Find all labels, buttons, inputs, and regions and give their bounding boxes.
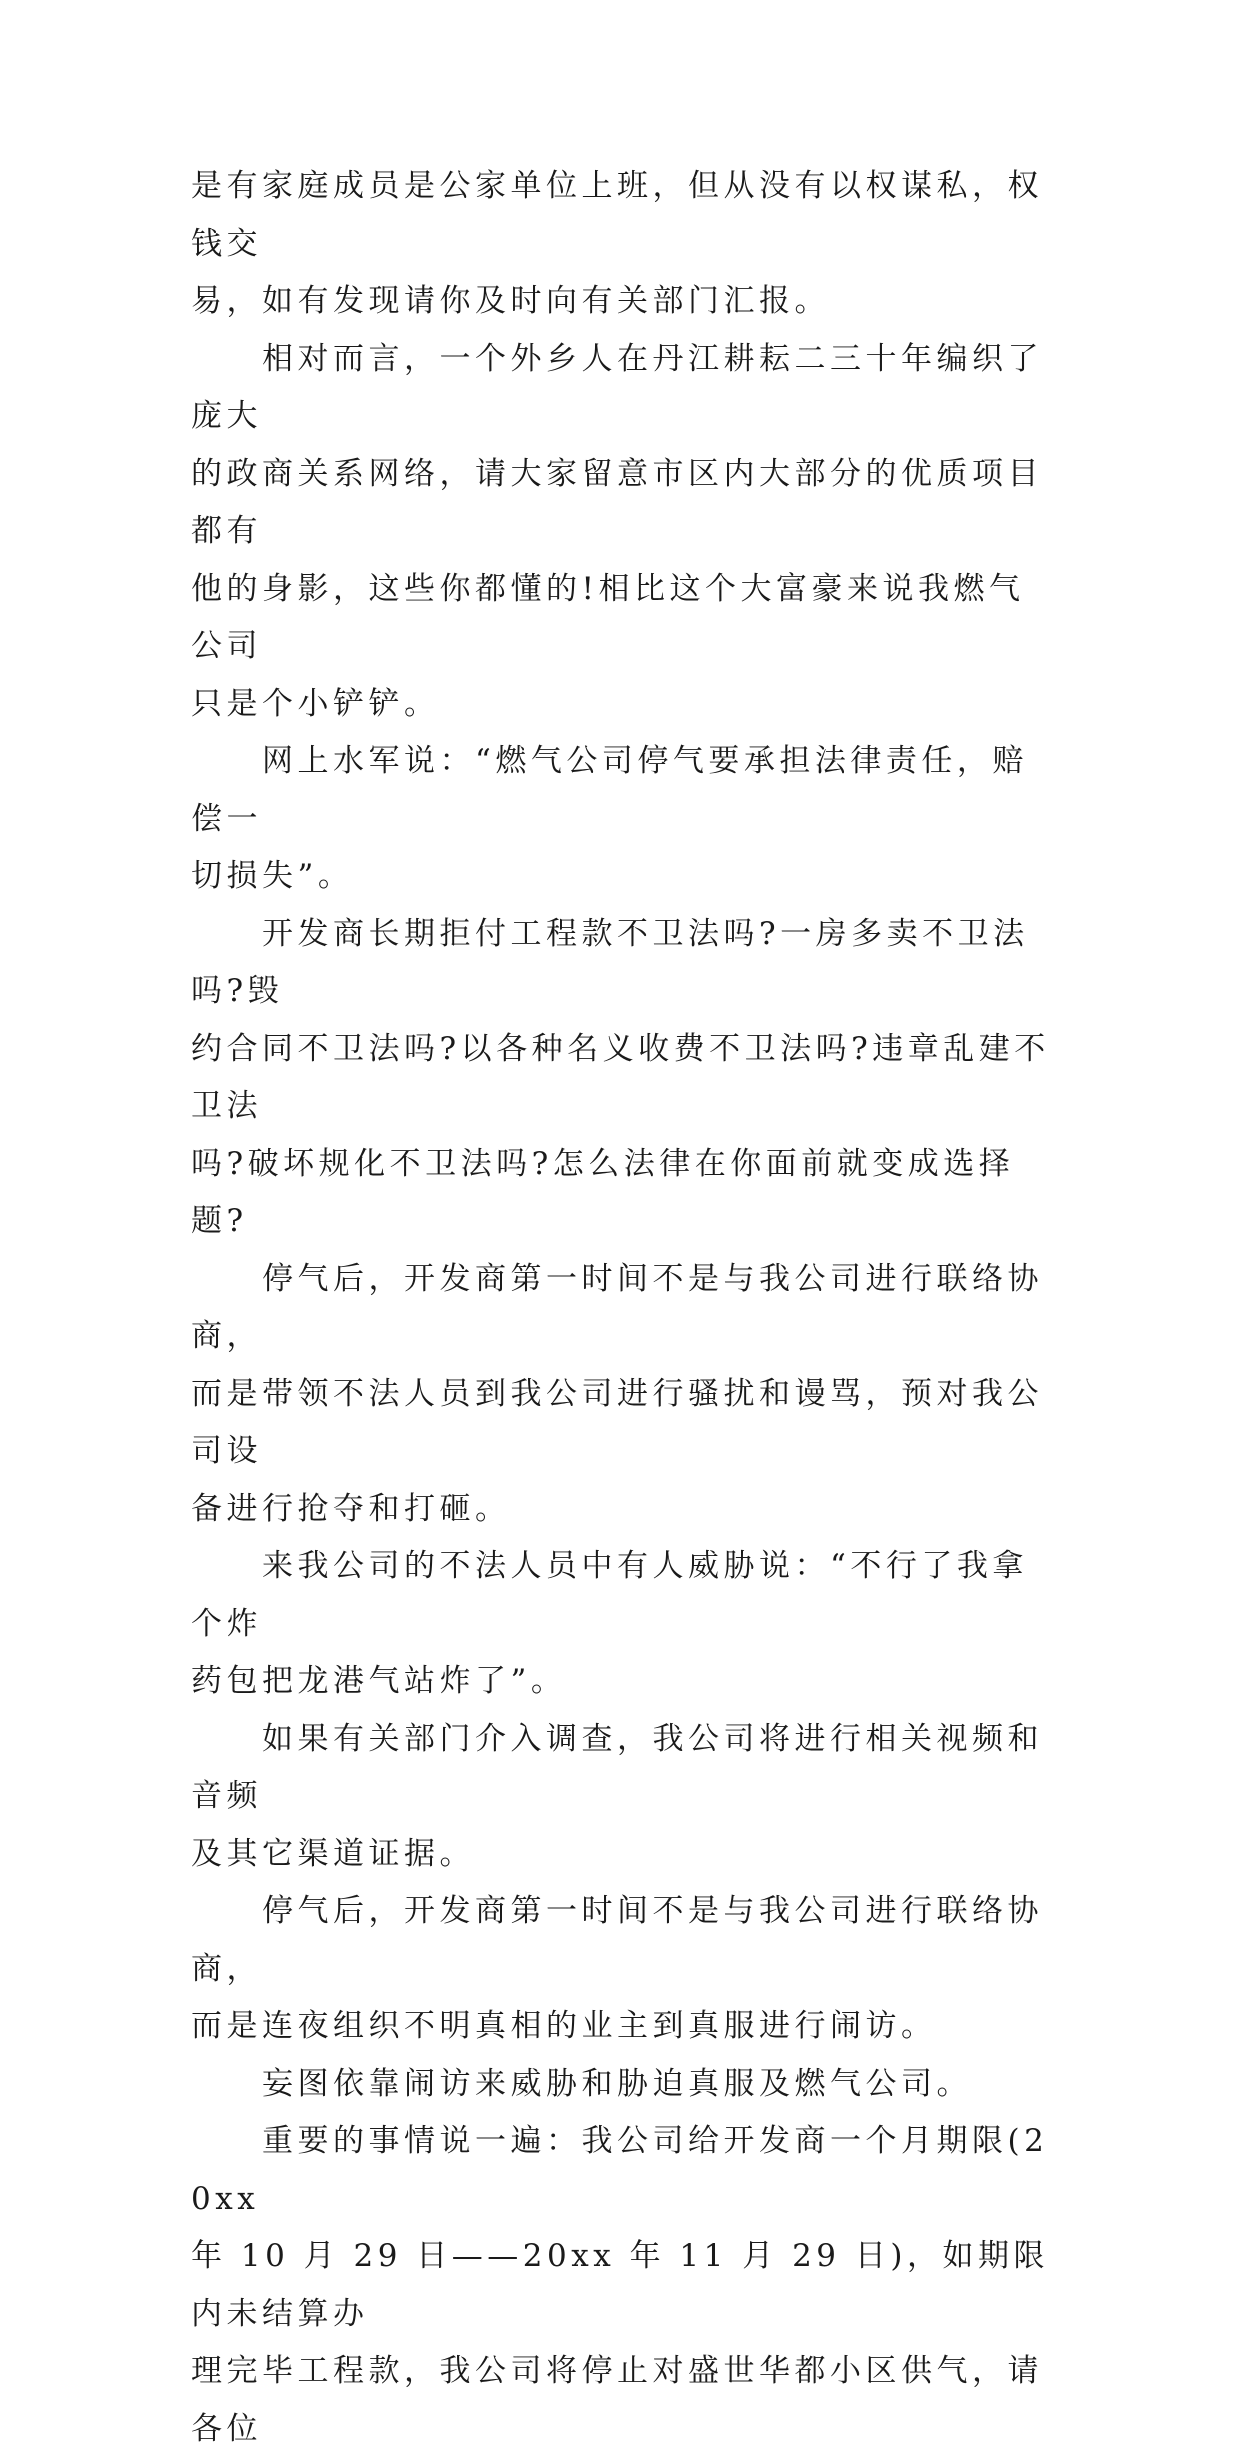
paragraph-8: 停气后，开发商第一时间不是与我公司进行联络协商， 而是连夜组织不明真相的业主到真服进行闹访。 <box>191 1893 1043 2044</box>
paragraph-9: 妄图依靠闹访来威胁和胁迫真服及燃气公司。 <box>191 2065 972 2102</box>
paragraph-3: 网上水军说：“燃气公司停气要承担法律责任，赔偿一 切损失”。 <box>191 743 1028 894</box>
document-body <box>191 158 1053 2458</box>
paragraph-4: 开发商长期拒付工程款不卫法吗?一房多卖不卫法吗?毁 约合同不卫法吗?以各种名义收费不卫法吗?违章乱建不卫法 吗?破坏规化不卫法吗?怎么法律在你面前就变成选择题? <box>191 915 1050 1239</box>
paragraph-2: 相对而言，一个外乡人在丹江耕耘二三十年编织了庞大 的政商关系网络，请大家留意市区内大部分的优质项目都有 他的身影，这些你都懂的!相比这个大富豪来说我燃气公司 只是个小铲铲。 <box>191 340 1043 722</box>
paragraph-5: 停气后，开发商第一时间不是与我公司进行联络协商， 而是带领不法人员到我公司进行骚扰和谩骂，预对我公司设 备进行抢夺和打砸。 <box>191 1260 1043 1527</box>
paragraph-7: 如果有关部门介入调查，我公司将进行相关视频和音频 及其它渠道证据。 <box>191 1720 1043 1872</box>
paragraph-6: 来我公司的不法人员中有人威胁说：“不行了我拿个炸 药包把龙港气站炸了”。 <box>191 1548 1028 1699</box>
paragraph-1: 是有家庭成员是公家单位上班，但从没有以权谋私，权钱交 易，如有发现请你及时向有关部门汇报。 <box>191 168 1043 319</box>
paragraph-10: 重要的事情说一遍：我公司给开发商一个月期限(20xx 年 10 月 29 日——20xx 年 11 月 29 日)，如期限内未结算办 理完毕工程款，我公司将停止对盛世华都小区供气，请各位 <box>191 2123 1049 2447</box>
